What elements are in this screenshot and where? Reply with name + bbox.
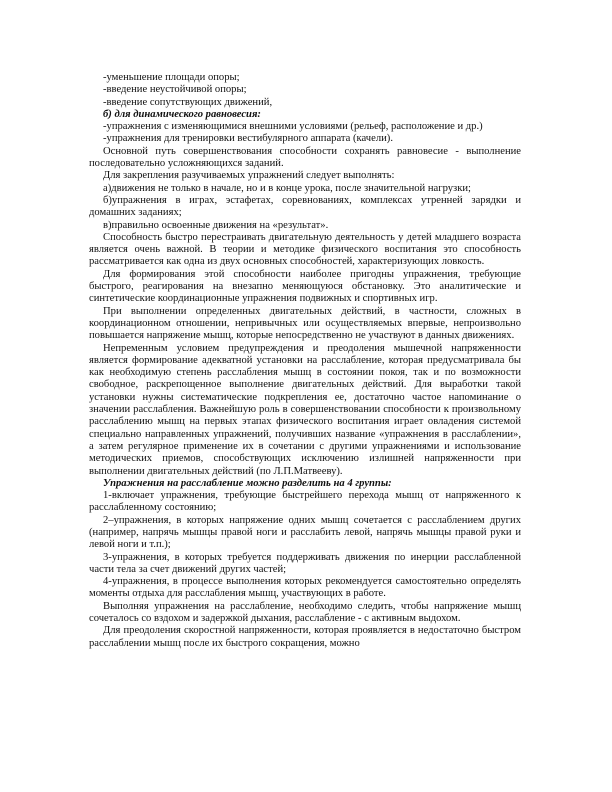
list-item-unstable-support: -введение неустойчивой опоры; (103, 84, 247, 96)
heading-dynamic-balance: б) для динамического равновесия: (103, 108, 261, 120)
list-item-a: а)движения не только в начале, но и в конце урока, после значительной нагрузки; (103, 182, 471, 194)
heading-relaxation-groups: Упражнения на расслабление можно разделить на 4 группы: (103, 477, 392, 489)
paragraph-main-path: Основной путь совершенствования способности сохранять равновесие - выполнение последовательно усложняющихся заданий. (89, 145, 521, 170)
list-item-group-4: 4-упражнения, в процессе выполнения которых рекомендуется самостоятельно определять моменты отдыха для расслабления мышц, участвующих в работе. (89, 576, 521, 600)
paragraph-consolidation: Для закрепления разучиваемых упражнений следует выполнять: (103, 170, 395, 182)
list-item-changing-conditions: -упражнения с изменяющимися внешними условиями (рельеф, расположение и др.) (103, 121, 483, 133)
list-item-group-2: 2–упражнения, в которых напряжение одних мышц сочетается с расслаблением других (например, напрячь мышцы правой ноги и расслабить левой, напрячь мышцы правой руки и левой ноги и т.п.); (89, 514, 521, 551)
paragraph-speed-tension: Для преодоления скоростной напряженности, которая проявляется в недостаточно быстром расслаблении мышц после их быстрого сокращения, можно (89, 625, 521, 649)
list-item-b: б)упражнения в играх, эстафетах, соревнованиях, комплексах утренней зарядки и домашних заданиях; (89, 194, 521, 219)
list-item-accompanying-movements: -введение сопутствующих движений, (103, 96, 273, 108)
paragraph-tension: При выполнении определенных двигательных действий, в частности, сложных в координационном отношении, непривычных или осуществляемых впервые, непроизвольно повышается напряжение мышц, которые непосредственно не участвуют в данных движениях. (89, 305, 521, 342)
document-page (89, 72, 521, 650)
paragraph-formation: Для формирования этой способности наиболее пригодны упражнения, требующие быстрого, реагирования на внезапно меняющуюся обстановку. Это аналитические и синтетические координационные упражнения подвижных и спортивных игр. (89, 268, 521, 305)
list-item-c: в)правильно освоенные движения на «результат». (103, 219, 329, 231)
list-item-group-1: 1-включает упражнения, требующие быстрейшего перехода мышц от напряженного к расслабленному состоянию; (89, 490, 521, 514)
list-item-group-3: 3-упражнения, в которых требуется поддерживать движения по инерции расслабленной части тела за счет движений других частей; (89, 551, 521, 575)
paragraph-relaxation-setup: Непременным условием предупреждения и преодоления мышечной напряженности является формирование адекватной установки на расслабление, которая предусматривала бы как необходимую степень расслабления мышц в состоянии покоя, так и по возможности свободное, раскрепощенное выполнение двигательных действий. Для выработки такой установки нужны систематические подкрепления ее, достаточно частое напоминание о значении расслабления. Важнейшую роль в совершенствовании способности к произвольному расслаблению мышц на первых этапах физического воспитания играет овладения системой специально направленных упражнений, получивших название «упражнения в расслаблении», а затем регулярное применение их в сочетании с другими упражнениями и использование методических приемов, способствующих исключению излишней напряженности при выполнении двигательных действий (по Л.П.Матвееву). (89, 342, 521, 477)
paragraph-breathing: Выполняя упражнения на расслабление, необходимо следить, чтобы напряжение мышц сочеталось со вздохом и задержкой дыхания, расслабление - с активным выдохом. (89, 600, 521, 625)
paragraph-rebuild-ability: Способность быстро перестраивать двигательную деятельность у детей младшего возраста является очень важной. В теории и методике физического воспитания это способность рассматривается как одна из двух основных способностей, характеризующих ловкость. (89, 231, 521, 268)
list-item-vestibular-training: -упражнения для тренировки вестибулярного аппарата (качели). (103, 133, 393, 145)
list-item-reduce-support-area: -уменьшение площади опоры; (103, 72, 240, 83)
